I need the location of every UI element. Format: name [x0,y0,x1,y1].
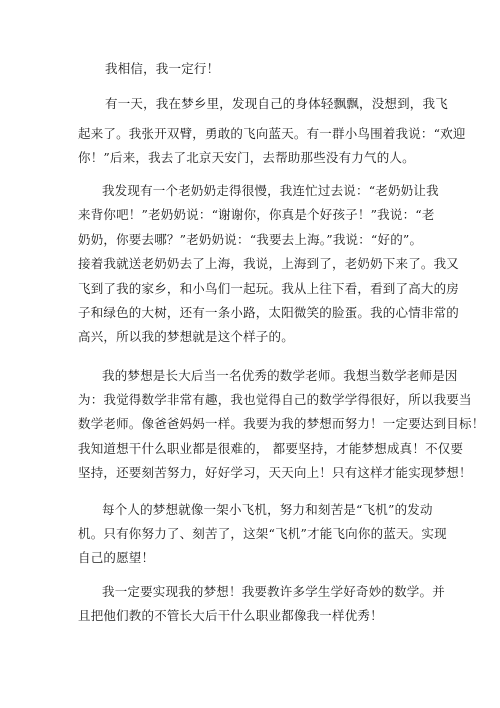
text-line: 我一定要实现我的梦想！我要教许多学生学好奇妙的数学。并 [102,584,445,599]
text-line: 高兴，所以我的梦想就是这个样子的。 [78,329,294,344]
text-line: 起来了。我张开双臂，勇敢的飞向蓝天。有一群小鸟围着我说：“欢迎 [78,126,466,141]
text-line: 且把他们教的不管长大后干什么职业都像我一样优秀！ [78,608,383,623]
text-line: 你！”后来，我去了北京天安门，去帮助那些没有力气的人。 [78,150,415,165]
text-line: 自己的愿望！ [78,550,155,565]
text-line: 飞到了我的家乡，和小鸟们一起玩。我从上往下看，看到了高大的房 [78,281,460,296]
text-line: 数学老师。像爸爸妈妈一样。我要为我的梦想而努力！一定要达到目标！ [78,416,485,431]
text-line: 接着我就送老奶奶去了上海，我说，上海到了，老奶奶下来了。我又 [78,256,460,271]
text-line: 有一天，我在梦乡里，发现自己的身体轻飘飘，没想到，我飞 [105,96,448,111]
text-line: 奶奶，你要去哪？”老奶奶说：“我要去上海。”我说：“好的”。 [78,232,423,247]
text-line: 来背你吧！”老奶奶说：“谢谢你，你真是个好孩子！”我说：“老 [78,207,435,222]
text-line: 每个人的梦想就像一架小飞机，努力和刻苦是“飞机”的发动 [102,502,433,517]
text-line: 我发现有一个老奶奶走得很慢，我连忙过去说：“老奶奶让我 [102,183,439,198]
text-line: 子和绿色的大树，还有一条小路，太阳微笑的脸蛋。我的心情非常的 [78,305,460,320]
text-line: 坚持，还要刻苦努力，好好学习，天天向上！只有这样才能实现梦想！ [78,465,472,480]
text-line: 我知道想干什么职业都是很难的， 都要坚持，才能梦想成真！不仅要 [78,441,464,456]
text-line: 机。只有你努力了、刻苦了，这架“飞机”才能飞向你的蓝天。实现 [78,526,447,541]
text-line: 我的梦想是长大后当一名优秀的数学老师。我想当数学老师是因 [102,368,458,383]
heading-line: 我相信，我一定行！ [105,61,220,76]
text-line: 为：我觉得数学非常有趣，我也觉得自己的数学学得很好，所以我要当 [78,392,472,407]
